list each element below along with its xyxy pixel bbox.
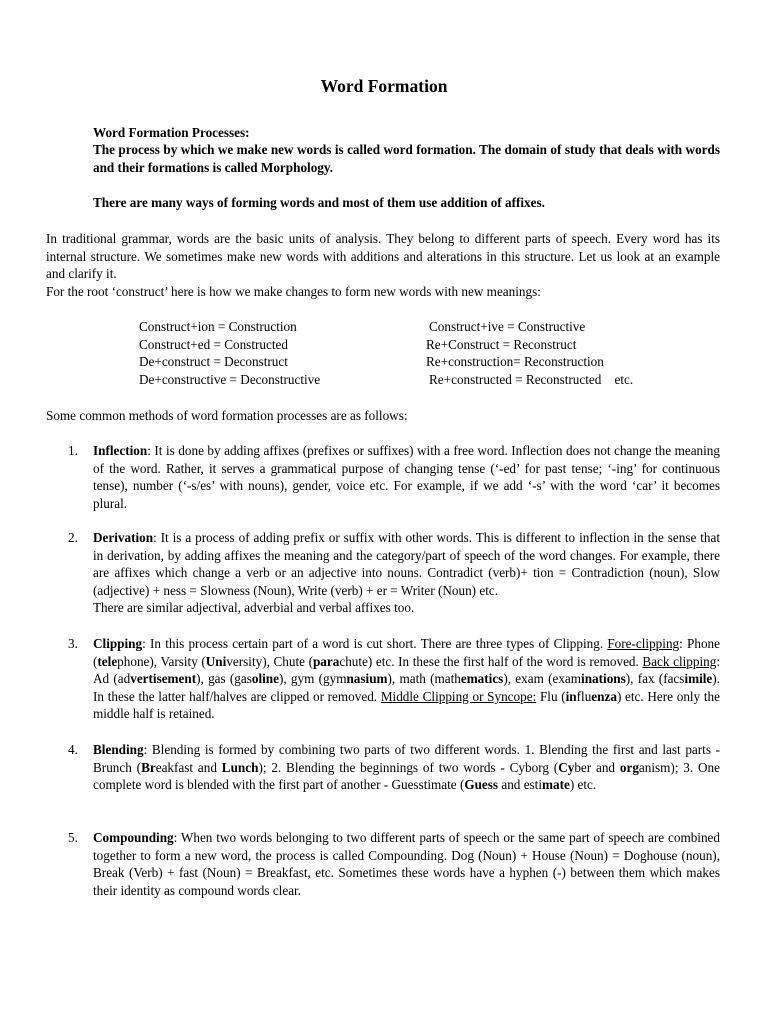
page-title: Word Formation [320,76,448,96]
list-item-clipping [68,635,720,723]
clipping-text: Clipping: In this process certain part of a word is cut short. There are three types of Clipping. Fore-clipping: Phone (telephone), Varsity (University), Chute (parachute) etc. In these the first half of the word is removed. Back clipping: Ad (advertisement), gas (gasoline), gym (gymnasium), math (mathematics), exam (examinations), fax (facsimile). In these the latter half/halves are clipped or removed. Middle Clipping or Syncope: Flu (influenza) etc. Here only the middle half is retained. [93,636,720,722]
list-item-blending [68,741,720,794]
example-left: Construct+ed = Constructed [139,336,288,352]
example-etc: etc. [614,371,634,387]
term-inflection: Inflection [93,443,148,458]
example-row [139,336,699,354]
term-blending: Blending [93,742,144,757]
term-compounding: Compounding [93,830,174,845]
example-row [139,353,699,371]
list-number: 1. [68,443,78,458]
blending-text: Blending: Blending is formed by combining two parts of two different words. 1. Blending the first and last parts - Brunch (Breakfast and Lunch); 2. Blending the beginnings of two words - Cyborg (Cyber and organism); 3. One complete word is blended with the first part of another - Guesstimate (Guess and estimate) etc. [93,742,721,793]
example-right: Construct+ive = Constructive [429,319,586,334]
list-item-inflection [68,442,720,512]
list-number: 3. [68,636,78,651]
term-derivation: Derivation [93,530,154,545]
list-number: 4. [68,742,78,757]
example-row [139,318,699,336]
example-row [139,371,699,389]
list-item-compounding [68,829,720,899]
compounding-text: Compounding: When two words belonging to two different parts of speech or the same part of speech are combined together to form a new word, the process is called Compounding. Dog (Noun) + House (Noun) = Doghouse (noun), Break (Verb) + fast (Noun) = Breakfast, etc. Sometimes these words have a hyphen (-) between them which makes their identity as compound words clear. [93,830,720,898]
back-clipping-label: Back clipping [642,653,717,669]
intro-affixes-note: There are many ways of forming words and most of them use addition of affixes. [93,195,545,210]
list-number: 2. [68,530,78,545]
intro-definition: The process by which we make new words is called word formation. The domain of study that deals with words and their formations is called Morphology. [93,142,720,175]
example-right: Re+construction= Reconstruction [426,354,604,370]
example-left: De+construct = Deconstruct [139,354,288,370]
middle-clipping-label: Middle Clipping or Syncope: [380,688,537,704]
derivation-text: Derivation: It is a process of adding prefix or suffix with other words. This is different to inflection in the sense that in derivation, by adding affixes the meaning and the category/part of speech of the word changes. For example, there are affixes which change a verb or an adjective into nouns. Contradict (verb)+ tion = Contradiction (noun), Slow (adjective) + ness = Slowness (Noun), Write (verb) + er = Writer (Noun) etc. [93,530,720,598]
example-left: De+constructive = Deconstructive [139,371,321,387]
example-left: Construct+ion = Construction [139,319,297,334]
term-clipping: Clipping [93,636,143,651]
derivation-text-2: There are similar adjectival, adverbial and verbal affixes too. [93,600,415,616]
example-right: Re+Construct = Reconstruct [426,336,577,352]
intro-heading: Word Formation Processes: [93,125,250,140]
construct-examples [139,318,699,388]
list-number: 5. [68,830,78,845]
fore-clipping-label: Fore-clipping [607,636,680,651]
paragraph-root-construct: For the root ‘construct’ here is how we make changes to form new words with new meanings: [46,284,541,299]
inflection-text: Inflection: It is done by adding affixes (prefixes or suffixes) with a free word. Inflection does not change the meaning of the word. Rather, it serves a grammatical purpose of changing tense (‘-ed’ for past tense; ‘-ing’ for continuous tense), number (‘-s/es’ with nouns), gender, voice etc. For example, if we add ‘-s’ with the word ‘car’ it becomes plural. [93,443,720,511]
methods-intro: Some common methods of word formation processes are as follows: [46,408,408,423]
list-item-derivation [68,529,720,617]
paragraph-traditional-grammar: In traditional grammar, words are the basic units of analysis. They belong to different parts of speech. Every word has its internal structure. We sometimes make new words with additions and alterations in this structure. Let us look at an example and clarify it. [46,231,720,282]
example-right: Re+constructed = Reconstructed etc. [429,371,634,387]
